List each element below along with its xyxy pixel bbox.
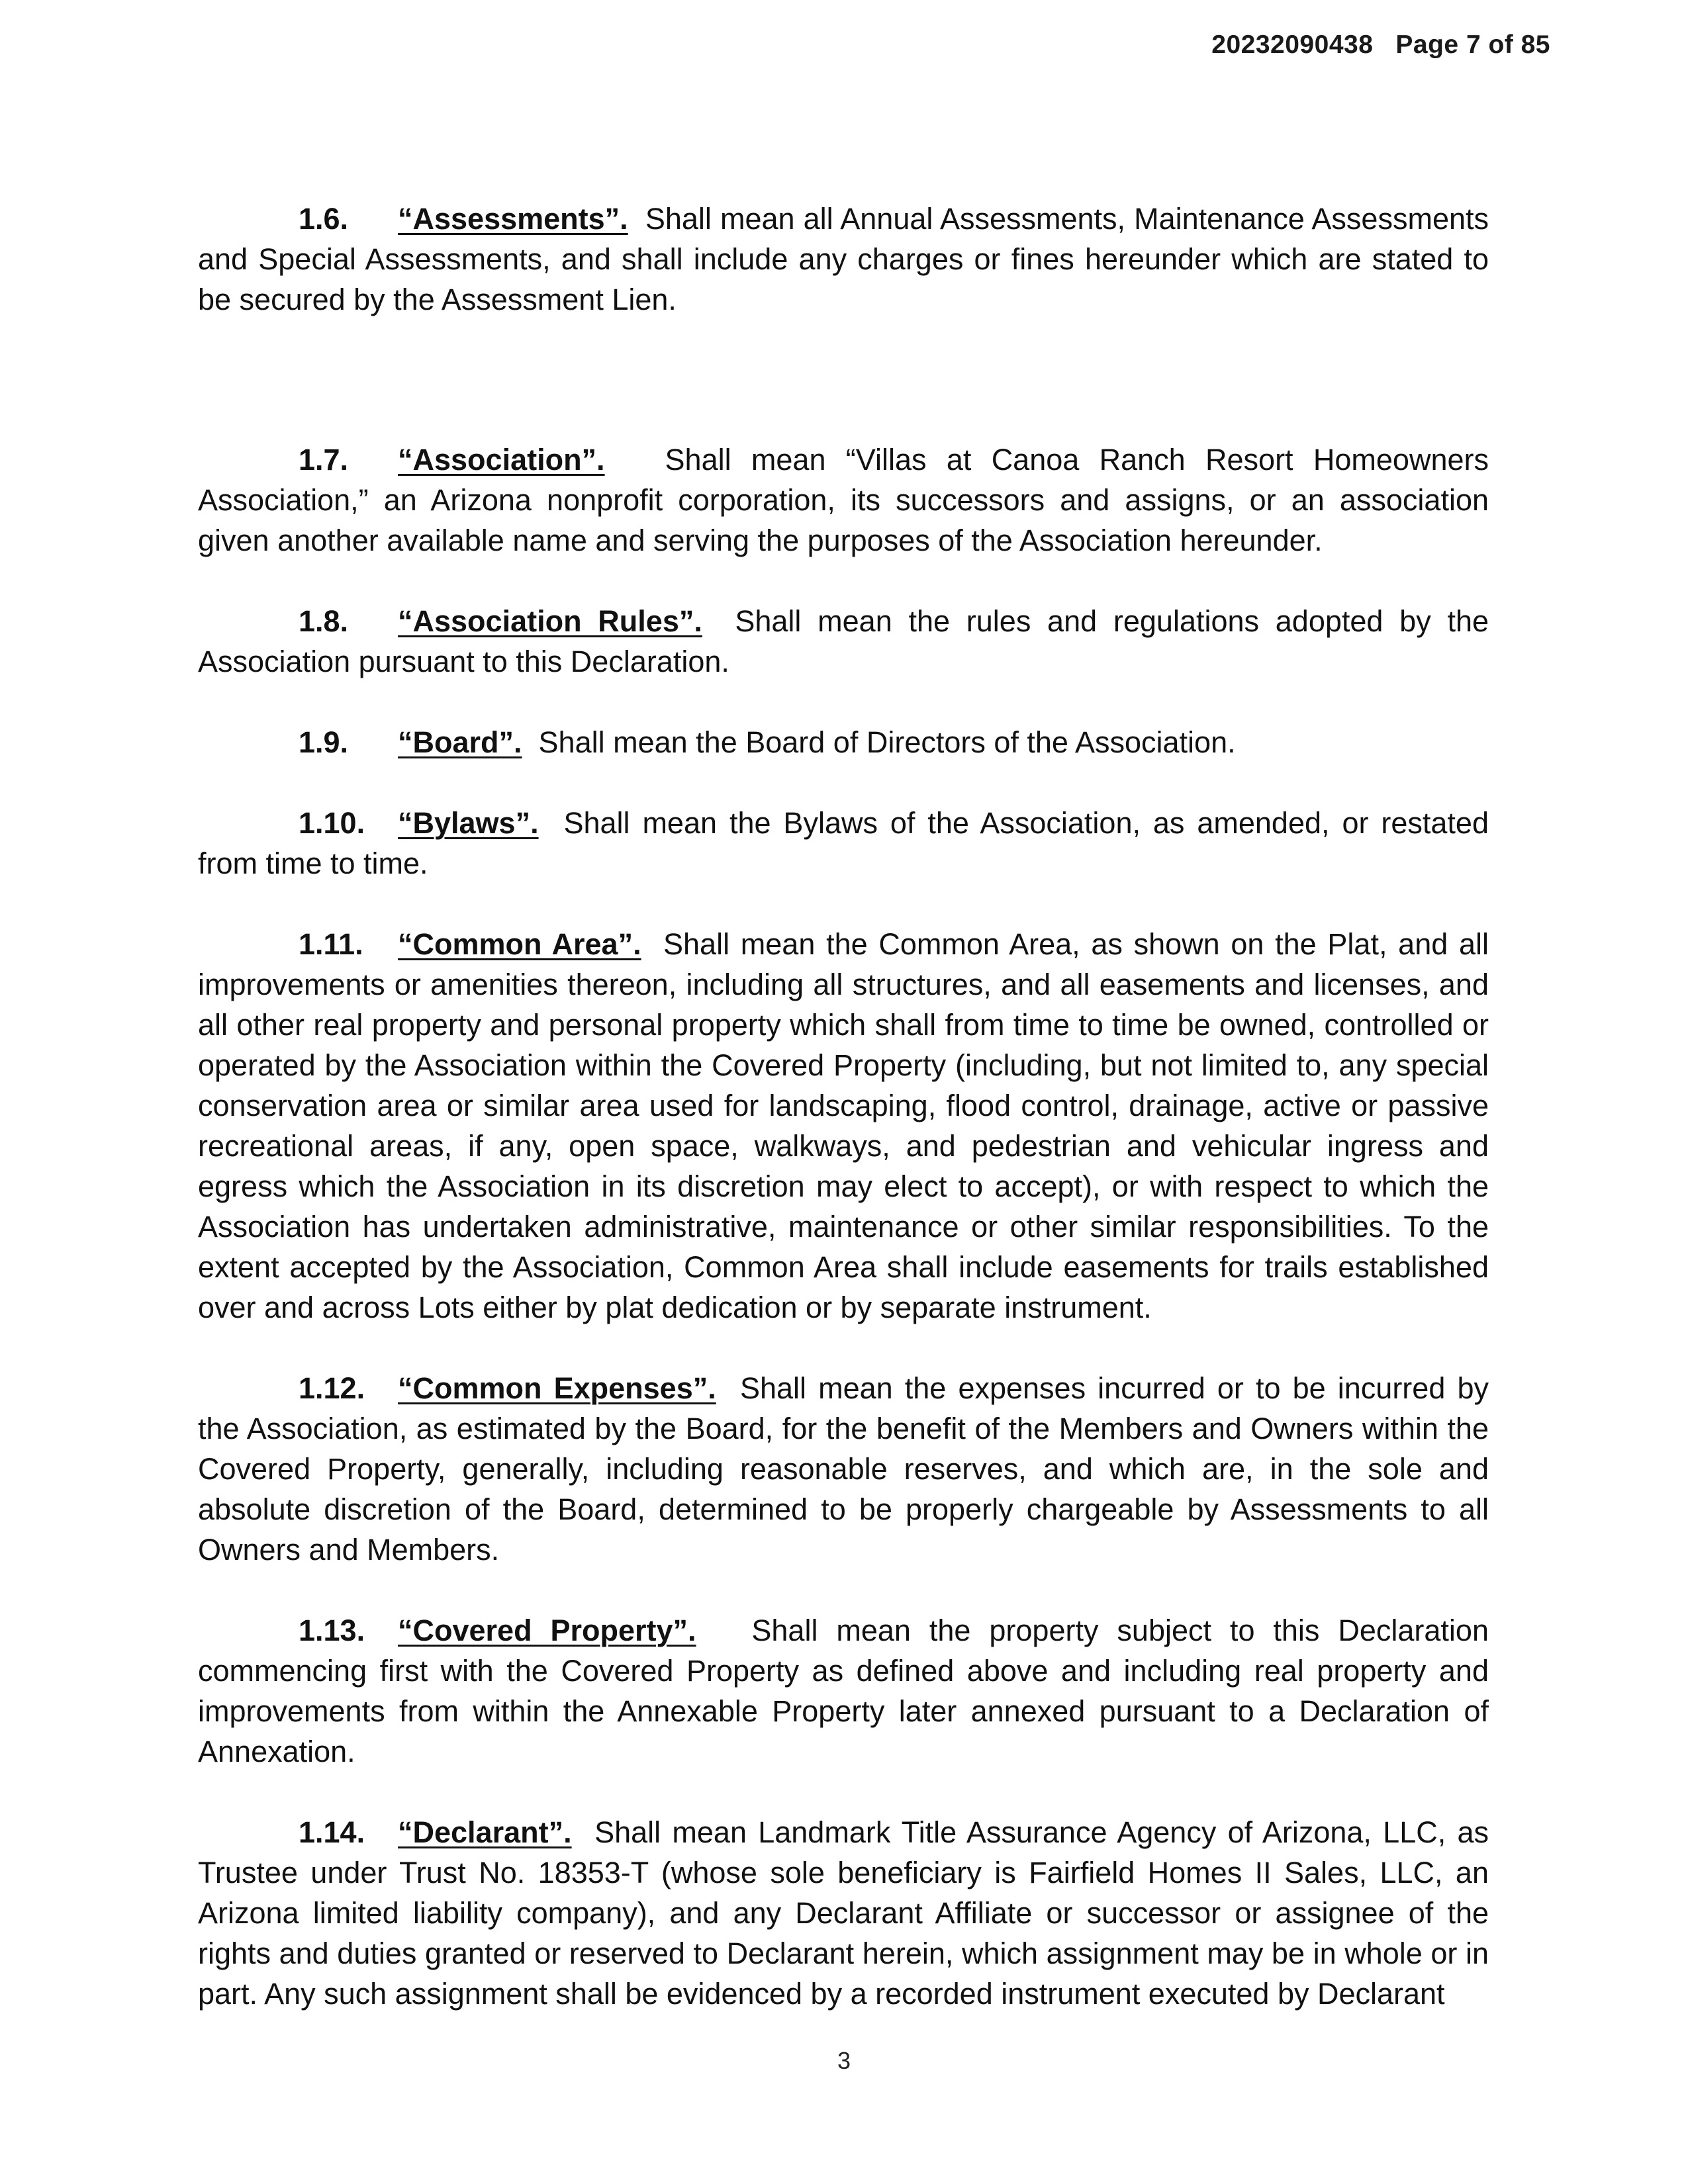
section-text: Shall mean Landmark Title Assurance Agency of Arizona, LLC, as Trustee under Trust No. 18353-T (whose sole beneficiary is Fairfield Homes II Sales, LLC, an Arizona limited liability company), and any Declarant Affiliate or successor or assignee of the rights and duties granted or reserved to Declarant herein, which assignment may be in whole or in part. Any such assignment shall be evidenced by a recorded instrument executed by Declarant xyxy=(198,1815,1489,2011)
defined-term: “Common Area”. xyxy=(398,927,641,961)
section-text: Shall mean all Annual Assessments, Maintenance Assessments and Special Assessments, and shall include any charges or fines hereunder which are stated to be secured by the Assessment Lien. xyxy=(198,202,1489,316)
section-text: Shall mean the Bylaws of the Association, as amended, or restated from time to time. xyxy=(198,806,1489,880)
defined-term: “Common Expenses”. xyxy=(398,1371,716,1405)
section-number: 1.11. xyxy=(299,927,363,961)
section-number: 1.12. xyxy=(299,1371,365,1405)
section-text: Shall mean the Board of Directors of the Association. xyxy=(538,725,1236,759)
section-1-14 xyxy=(198,1812,1489,2014)
document-body xyxy=(198,199,1489,2014)
page-number: 3 xyxy=(837,2047,851,2074)
section-1-7 xyxy=(198,439,1489,561)
defined-term: “Association Rules”. xyxy=(398,604,702,638)
section-1-13 xyxy=(198,1610,1489,1772)
section-1-9 xyxy=(198,722,1489,762)
section-number: 1.13. xyxy=(299,1614,365,1647)
defined-term: “Board”. xyxy=(398,725,522,759)
section-1-12 xyxy=(198,1368,1489,1570)
page-label: Page 7 of 85 xyxy=(1395,30,1550,59)
defined-term: “Covered Property”. xyxy=(398,1614,696,1647)
section-number: 1.14. xyxy=(299,1815,365,1849)
section-1-8 xyxy=(198,601,1489,682)
section-text: Shall mean the Common Area, as shown on the Plat, and all improvements or amenities thereon, including all structures, and all easements and licenses, and all other real property and personal property which shall from time to time be owned, controlled or operated by the Association within the Covered Property (including, but not limited to, any special conservation area or similar area used for landscaping, flood control, drainage, active or passive recreational areas, if any, open space, walkways, and pedestrian and vehicular ingress and egress which the Association in its discretion may elect to accept), or with respect to which the Association has undertaken administrative, maintenance or other similar responsibilities. To the extent accepted by the Association, Common Area shall include easements for trails established over and across Lots either by plat dedication or by separate instrument. xyxy=(198,927,1489,1324)
section-1-11 xyxy=(198,924,1489,1328)
defined-term: “Assessments”. xyxy=(398,202,628,236)
section-text: Shall mean the expenses incurred or to be incurred by the Association, as estimated by the Board, for the benefit of the Members and Owners within the Covered Property, generally, including reasonable reserves, and which are, in the sole and absolute discretion of the Board, determined to be properly chargeable by Assessments to all Owners and Members. xyxy=(198,1371,1489,1567)
section-number: 1.9. xyxy=(299,725,349,759)
defined-term: “Declarant”. xyxy=(398,1815,572,1849)
section-number: 1.8. xyxy=(299,604,349,638)
section-number: 1.6. xyxy=(299,202,349,236)
section-number: 1.7. xyxy=(299,443,349,477)
page-header xyxy=(1211,30,1550,60)
defined-term: “Bylaws”. xyxy=(398,806,539,840)
section-1-10 xyxy=(198,803,1489,884)
section-1-6 xyxy=(198,199,1489,320)
document-number: 20232090438 xyxy=(1211,30,1374,59)
section-number: 1.10. xyxy=(299,806,365,840)
section-text: Shall mean “Villas at Canoa Ranch Resort Homeowners Association,” an Arizona nonprofit corporation, its successors and assigns, or an association given another available name and serving the purposes of the Association hereunder. xyxy=(198,443,1489,557)
section-text: Shall mean the rules and regulations adopted by the Association pursuant to this Declaration. xyxy=(198,604,1489,678)
defined-term: “Association”. xyxy=(398,443,605,477)
section-text: Shall mean the property subject to this Declaration commencing first with the Covered Property as defined above and including real property and improvements from within the Annexable Property later annexed pursuant to a Declaration of Annexation. xyxy=(198,1614,1489,1768)
